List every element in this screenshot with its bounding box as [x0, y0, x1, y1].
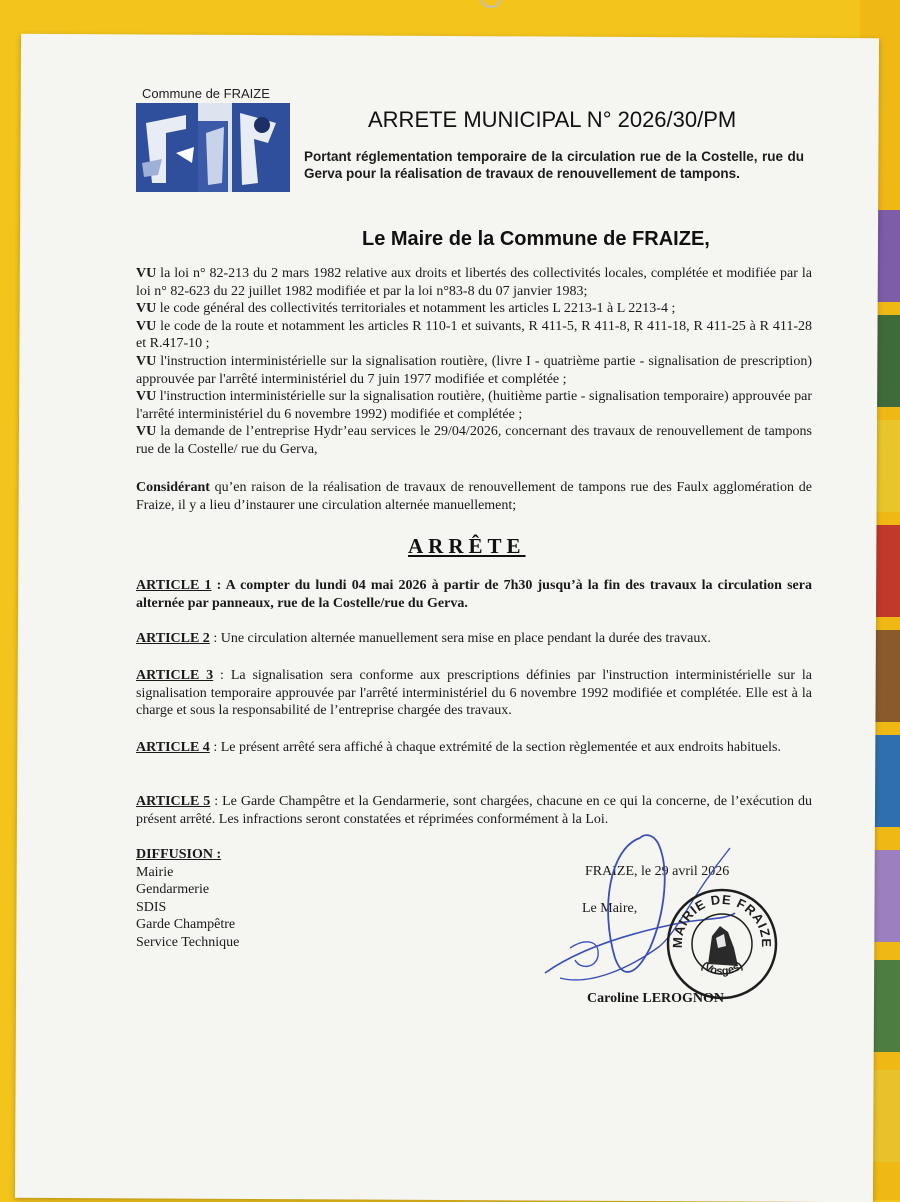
diffusion-title: DIFFUSION : — [136, 847, 222, 862]
article-1: ARTICLE 1 : A compter du lundi 04 mai 2026 à partir de 7h30 jusqu’à la fin des travaux la circulation sera alternée par panneaux, rue de la Costelle/rue du Gerva. — [136, 578, 812, 611]
diffusion-list — [136, 846, 239, 952]
mairie-stamp — [664, 886, 780, 1002]
document-page — [15, 34, 879, 1202]
vu-section — [136, 265, 812, 459]
diffusion-item: Gendarmerie — [136, 882, 210, 898]
article-label: ARTICLE 3 — [136, 668, 214, 683]
commune-logo — [136, 103, 290, 192]
date-line: FRAIZE, le 29 avril 2026 — [585, 864, 730, 879]
article-3: ARTICLE 3 : La signalisation sera conforme aux prescriptions définies par l'instruction interministérielle sur la signalisation temporaire approuvée par l'arrêté interministériel du 6 novembre 1992 modifiée et complétée. Elle est à la charge et sous la responsabilité de l’entreprise chargée des travaux. — [136, 668, 812, 719]
diffusion-item: Service Technique — [136, 934, 240, 950]
arrete-heading: ARRÊTE — [408, 534, 526, 558]
diffusion-item: Garde Champêtre — [136, 917, 236, 933]
binder-ring — [480, 0, 502, 8]
vu-item: VU la loi n° 82-213 du 2 mars 1982 relative aux droits et libertés des collectivités locales, complétée et modifiée par la loi n° 82-623 du 22 juillet 1982 modifiée et par la loi n°83-8 du 07 janvier 1983; — [136, 266, 812, 299]
article-label: ARTICLE 2 — [136, 631, 210, 646]
article-label: ARTICLE 4 — [136, 740, 210, 755]
diffusion-item: SDIS — [136, 899, 167, 915]
article-label: ARTICLE 5 — [136, 794, 211, 809]
vu-item: VU le code de la route et notamment les articles R 110-1 et suivants, R 411-5, R 411-8, R 411-18, R 411-25 à R 411-28 et R.417-10 ; — [136, 318, 812, 352]
article-label: ARTICLE 1 — [136, 578, 212, 593]
vu-item: VU la demande de l’entreprise Hydr’eau services le 29/04/2026, concernant des travaux de renouvellement de tampons rue de la Costelle/ rue du Gerva, — [136, 424, 812, 457]
signer-name: Caroline LEROGNON — [587, 991, 725, 1006]
commune-label: Commune de FRAIZE — [142, 86, 270, 101]
vu-item: VU l'instruction interministérielle sur la signalisation routière, (huitième partie - signalisation temporaire) approuvée par l'arrêté interministériel du 6 novembre 1992) modifiée et complétée ; — [136, 389, 812, 422]
stamp-top-text: MAIRIE DE FRAIZE — [669, 891, 775, 949]
vu-item: VU l'instruction interministérielle sur la signalisation routière, (livre I - quatrième partie - signalisation de prescription) approuvée par l'arrêté interministériel du 7 juin 1977 modifiée et complétée ; — [136, 353, 812, 387]
considerant-paragraph: Considérant qu’en raison de la réalisation de travaux de renouvellement de tampons rue des Faulx agglomération de Fraize, il y a lieu d’instaurer une circulation alternée manuellement; — [136, 480, 812, 513]
arrete-subtitle: Portant réglementation temporaire de la circulation rue de la Costelle, rue du Gerva pour la réalisation de travaux de renouvellement de tampons. — [304, 149, 804, 181]
arrete-title: ARRETE MUNICIPAL N° 2026/30/PM — [368, 107, 737, 132]
maire-label: Le Maire, — [582, 901, 638, 916]
article-5: ARTICLE 5 : Le Garde Champêtre et la Gendarmerie, sont chargées, chacune en ce qui la concerne, de l’exécution du présent arrêté. Les infractions seront constatées et réprimées conformément à la Loi. — [136, 794, 812, 827]
diffusion-item: Mairie — [136, 864, 174, 880]
maire-heading: Le Maire de la Commune de FRAIZE, — [362, 228, 710, 250]
stamp-bottom-text: (Vosges) — [698, 959, 746, 978]
article-4: ARTICLE 4 : Le présent arrêté sera affiché à chaque extrémité de la section règlementée et aux endroits habituels. — [136, 740, 781, 755]
vu-item: VU le code général des collectivités territoriales et notamment les articles L 2213-1 à L 2213-4 ; — [136, 301, 676, 317]
article-2: ARTICLE 2 : Une circulation alternée manuellement sera mise en place pendant la durée des travaux. — [136, 631, 711, 646]
